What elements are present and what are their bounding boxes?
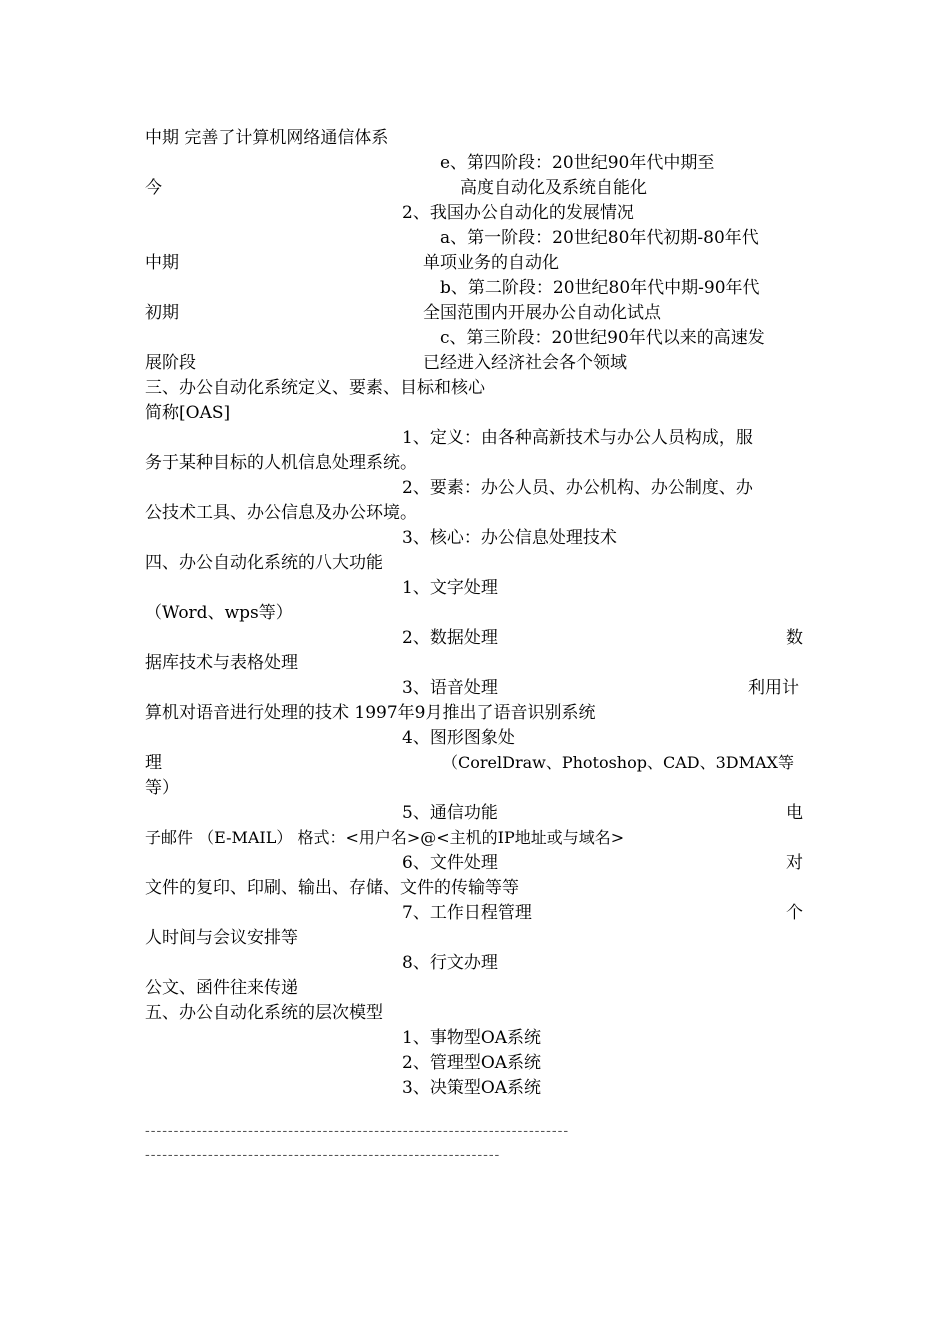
text-line: b、第二阶段：20世纪80年代中期-90年代 (440, 278, 760, 298)
text-line: 据库技术与表格处理 (145, 653, 298, 673)
section-heading: 五、办公自动化系统的层次模型 (145, 1003, 383, 1023)
text-line: （Word、wps等） (145, 603, 293, 623)
text-line: 理 (145, 753, 162, 773)
text-line: 8、行文办理 (402, 953, 498, 973)
text-line: 7、工作日程管理 (402, 903, 532, 923)
section-heading: 四、办公自动化系统的八大功能 (145, 553, 383, 573)
text-line: 6、文件处理 (402, 853, 498, 873)
text-line: 中期 完善了计算机网络通信体系 (145, 128, 389, 148)
text-line: 初期 (145, 303, 179, 323)
text-line: 3、决策型OA系统 (402, 1078, 542, 1098)
text-line: 2、管理型OA系统 (402, 1053, 542, 1073)
text-line: 中期 (145, 253, 179, 273)
separator-line: -------------------------------------------------------------- (145, 1148, 501, 1162)
text-line: 已经进入经济社会各个领域 (423, 353, 627, 373)
text-line: 对 (786, 853, 803, 873)
text-line: 等） (145, 778, 179, 798)
text-line: a、第一阶段：20世纪80年代初期-80年代 (440, 228, 759, 248)
text-line: 数 (786, 628, 803, 648)
text-line: 展阶段 (145, 353, 196, 373)
text-line: 3、核心：办公信息处理技术 (402, 528, 617, 548)
text-line: 简称[OAS] (145, 403, 231, 423)
text-line: 1、文字处理 (402, 578, 498, 598)
text-line: 2、数据处理 (402, 628, 498, 648)
text-line: 4、图形图象处 (402, 728, 515, 748)
text-line: c、第三阶段：20世纪90年代以来的高速发 (440, 328, 765, 348)
text-line: 人时间与会议安排等 (145, 928, 298, 948)
section-heading: 三、办公自动化系统定义、要素、目标和核心 (145, 378, 485, 398)
text-line: 利用计 (748, 678, 799, 698)
text-line: 子邮件 （E-MAIL） 格式：<用户名>@<主机的IP地址或与域名> (145, 828, 625, 847)
text-line: 2、我国办公自动化的发展情况 (402, 203, 634, 223)
text-line: 电 (786, 803, 803, 823)
text-line: 个 (786, 903, 803, 923)
text-line: 单项业务的自动化 (423, 253, 559, 273)
text-line: 今 (145, 178, 162, 198)
text-line: （CorelDraw、Photoshop、CAD、3DMAX等 (442, 753, 794, 772)
text-line: 全国范围内开展办公自动化试点 (423, 303, 661, 323)
text-line: 公文、函件往来传递 (145, 978, 298, 998)
text-line: 1、定义：由各种高新技术与办公人员构成，服 (402, 428, 753, 448)
text-line: 务于某种目标的人机信息处理系统。 (145, 453, 417, 473)
text-line: 2、要素：办公人员、办公机构、办公制度、办 (402, 478, 753, 498)
text-line: 公技术工具、办公信息及办公环境。 (145, 503, 417, 523)
text-line: 算机对语音进行处理的技术 1997年9月推出了语音识别系统 (145, 703, 596, 723)
text-line: 5、通信功能 (402, 803, 498, 823)
text-line: 1、事物型OA系统 (402, 1028, 542, 1048)
text-line: e、第四阶段：20世纪90年代中期至 (440, 153, 715, 173)
text-line: 高度自动化及系统自能化 (460, 178, 647, 198)
separator-line: -------------------------------------------------------------------------- (145, 1124, 570, 1138)
text-line: 文件的复印、印刷、输出、存储、文件的传输等等 (145, 878, 519, 898)
text-line: 3、语音处理 (402, 678, 498, 698)
